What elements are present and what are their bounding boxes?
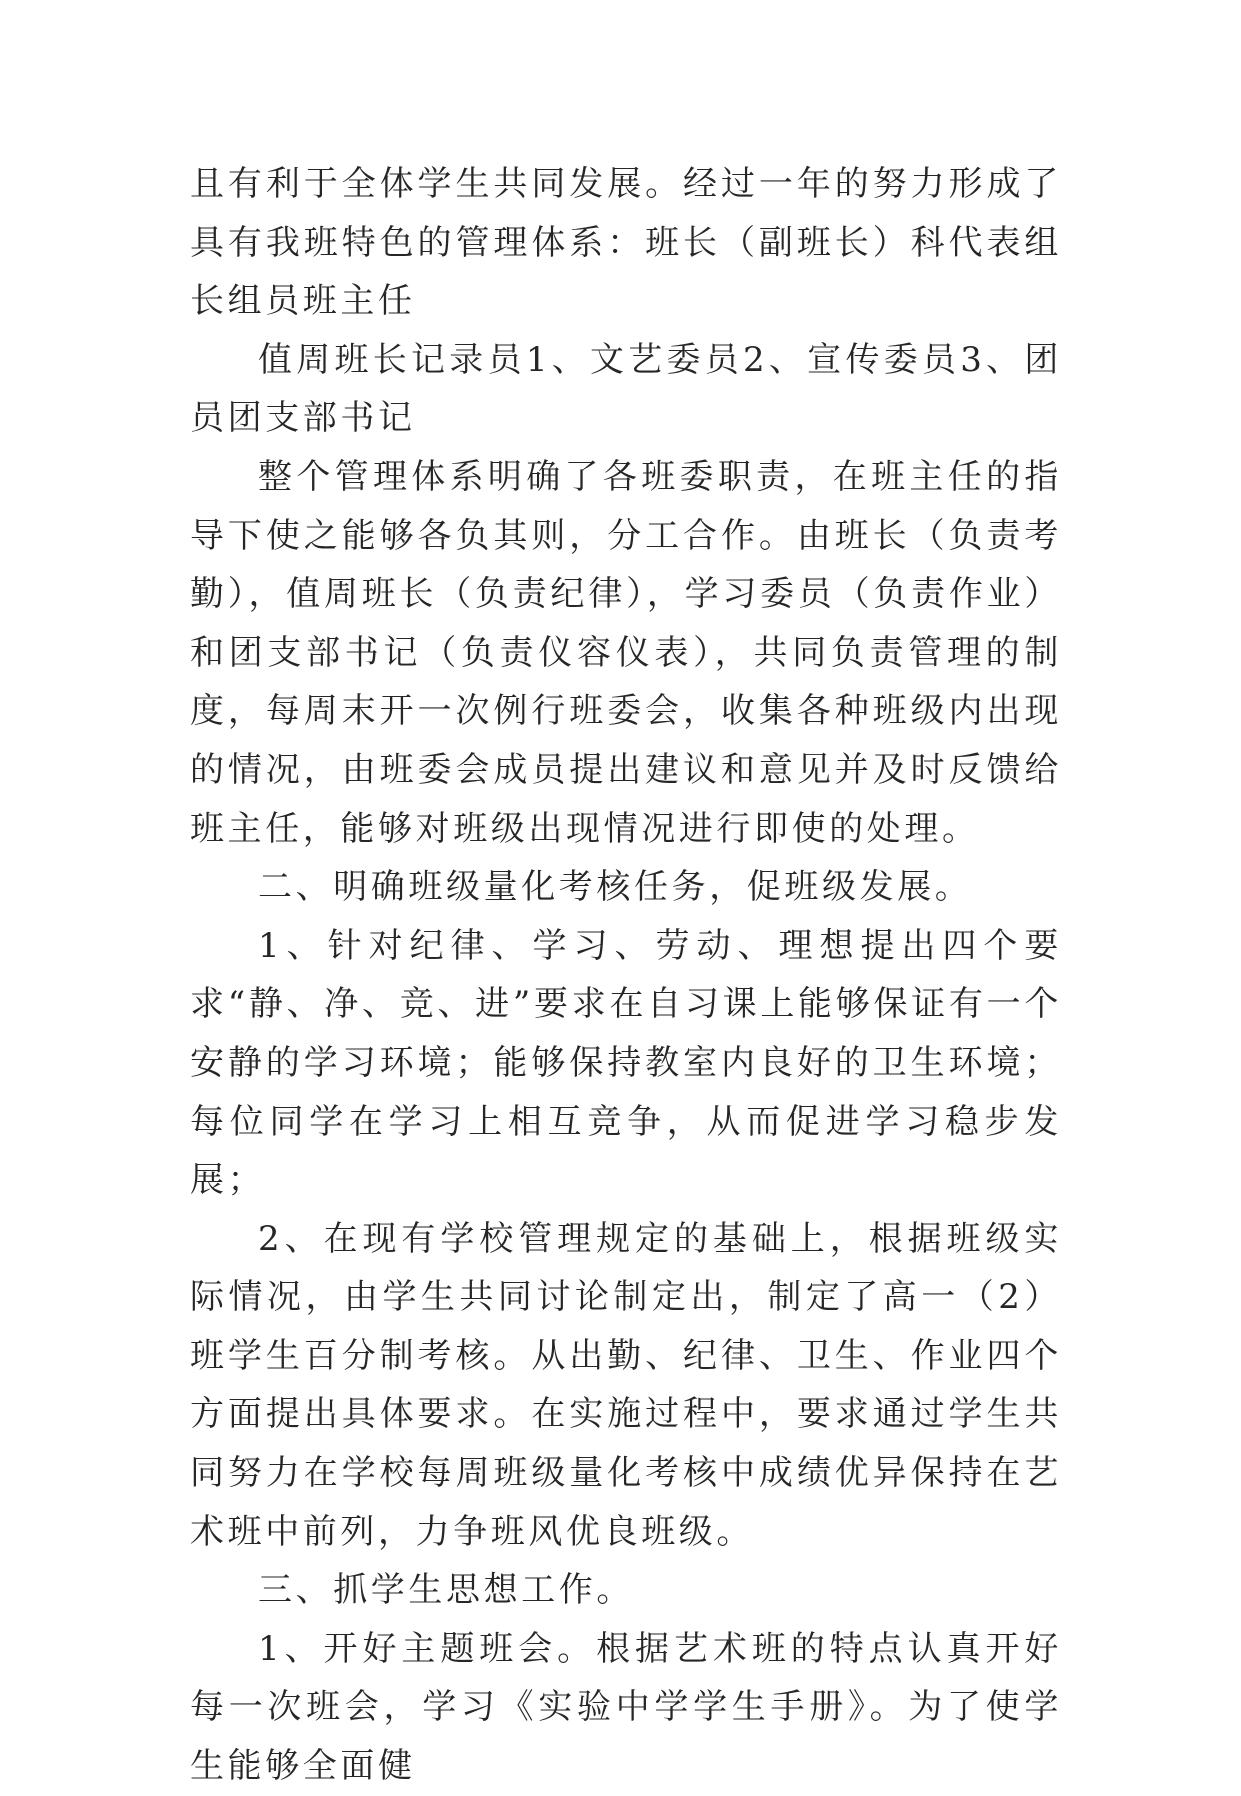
paragraph-6: 1、开好主题班会。根据艺术班的特点认真开好每一次班会，学习《实验中学学生手册》。为了使学生能够全面健	[190, 1628, 1062, 1787]
paragraph-3: 整个管理体系明确了各班委职责，在班主任的指导下使之能够各负其则，分工合作。由班长（负责考勤），值周班长（负责纪律），学习委员（负责作业）和团支部书记（负责仪容仪表），共同负责管理的制度，每周末开一次例行班委会，收集各种班级内出现的情况，由班委会成员提出建议和意见并及时反馈给班主任，能够对班级出现情况进行即使的处理。	[190, 456, 1062, 849]
document-body	[190, 155, 1062, 1796]
paragraph-2: 值周班长记录员1、文艺委员2、宣传委员3、团员团支部书记	[190, 339, 1062, 439]
paragraph-1: 且有利于全体学生共同发展。经过一年的努力形成了具有我班特色的管理体系：班长（副班长）科代表组长组员班主任	[190, 164, 1062, 322]
section-heading-3: 三、抓学生思想工作。	[258, 1570, 634, 1611]
paragraph-4: 1、针对纪律、学习、劳动、理想提出四个要求“静、净、竞、进”要求在自习课上能够保证有一个安静的学习环境；能够保持教室内良好的卫生环境；每位同学在学习上相互竞争，从而促进学习稳步发展；	[190, 925, 1062, 1201]
section-heading-2: 二、明确班级量化考核任务，促班级发展。	[258, 867, 973, 908]
paragraph-5: 2、在现有学校管理规定的基础上，根据班级实际情况，由学生共同讨论制定出，制定了高一（2）班学生百分制考核。从出勤、纪律、卫生、作业四个方面提出具体要求。在实施过程中，要求通过学生共同努力在学校每周班级量化考核中成绩优异保持在艺术班中前列，力争班风优良班级。	[190, 1218, 1062, 1552]
